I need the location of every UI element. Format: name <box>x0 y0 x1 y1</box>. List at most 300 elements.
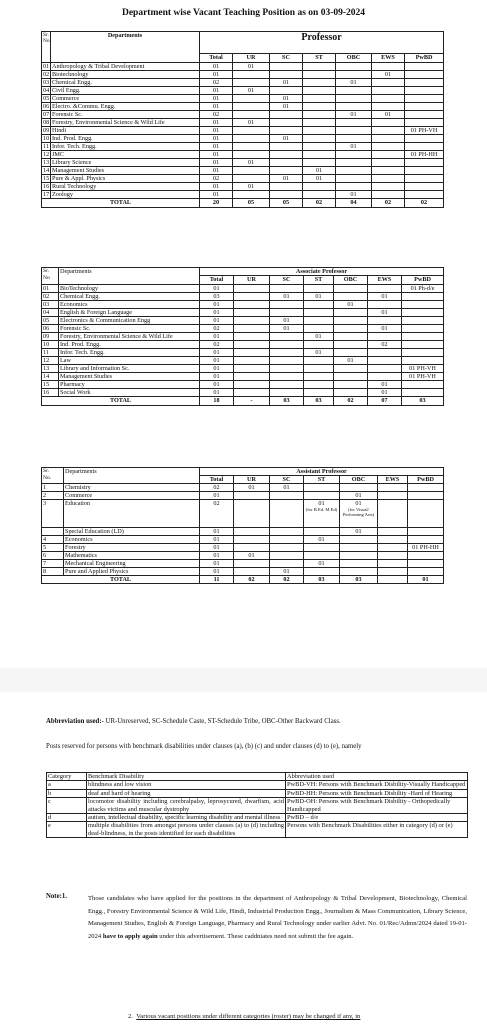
cell-ur <box>234 349 270 357</box>
note-1-text-a: Those candidates who have applied for the positions in the department of Anthropology & Tribal Development, Biotechnology, Chemical Engg., Forestry Environmental Science & Wild Life, Hindi, Industrial Production Engg., Journalism & Mass Communication, Library Science, Management Studies, English & Foreign Language, Pharmacy and Rural Technology under earlier Advt. No. 01/Rec/Admn/2024 dated 19-01-2024 <box>88 895 467 940</box>
cell-total: 02 <box>200 484 234 492</box>
cell-sr-no: 01 <box>42 285 59 293</box>
cell-st: 01 <box>304 536 340 544</box>
cell-sc <box>270 528 304 536</box>
cell-pwbd <box>405 63 444 71</box>
cell-total: 01 <box>200 191 233 199</box>
cell-department: Civil Engg. <box>51 87 200 95</box>
cell-st <box>303 95 336 103</box>
cell-total: 01 <box>200 389 234 397</box>
cell-st <box>303 79 336 87</box>
cell-sr-no: 01 <box>43 63 50 70</box>
cell-obc <box>334 309 368 317</box>
cell-total: 01 <box>200 568 234 576</box>
cell-department: Anthropology & Tribal Development <box>51 63 200 71</box>
column-header-st: ST <box>304 276 334 285</box>
cell-ews: 01 <box>368 293 402 301</box>
cell-ews <box>372 95 405 103</box>
cell-sr-no: 02 <box>42 293 59 301</box>
cell-ews <box>378 528 408 536</box>
departments-header: Departments <box>64 468 200 484</box>
cell-department: Special Education (LD) <box>64 528 200 536</box>
cell-st <box>303 135 336 143</box>
cell-sc <box>270 63 303 71</box>
cell-ur <box>234 560 270 568</box>
abbr-disability: autism, intellectual disability, specific learning disability and mental illness <box>87 814 286 822</box>
column-header-st: ST <box>304 476 340 484</box>
cell-sr-no: 11 <box>43 143 49 150</box>
cell-st <box>304 373 334 381</box>
cell-pwbd <box>405 79 444 87</box>
cell-pwbd <box>408 484 444 492</box>
column-header-ews: EWS <box>368 276 402 285</box>
cell-ur <box>233 103 270 111</box>
cell-st <box>303 119 336 127</box>
cell-pwbd <box>402 341 444 349</box>
education-st-note: (for B.Ed. M.Ed) <box>305 507 338 512</box>
cell-pwbd <box>405 87 444 95</box>
cell-ur <box>234 317 270 325</box>
cell-sc: 01 <box>270 135 303 143</box>
cell-st <box>303 111 336 119</box>
table-row <box>42 87 444 95</box>
abbreviation-label: Abbreviation used:- <box>46 718 104 725</box>
associate-professor-table <box>41 267 444 406</box>
cell-department: Infor. Tech. Engg. <box>51 143 200 151</box>
cell-st <box>304 568 340 576</box>
table-row <box>42 71 444 79</box>
cell-total: 01 <box>200 492 234 500</box>
table-row <box>42 135 444 143</box>
cell-sr-no: 12 <box>42 357 59 365</box>
sr-no-header: Sr. No <box>42 268 59 285</box>
abbr-used: PwBD – d/e <box>286 814 468 822</box>
cell-obc: 01 <box>336 111 372 119</box>
cell-st: 01 <box>303 167 336 175</box>
cell-pwbd <box>402 293 444 301</box>
total-pwbd: 02 <box>405 199 444 208</box>
column-header-obc: OBC <box>334 276 368 285</box>
cell-obc <box>336 175 372 183</box>
cell-ews <box>372 191 405 199</box>
cell-ews <box>378 484 408 492</box>
total-total: 11 <box>200 576 234 584</box>
cell-sc: 01 <box>270 103 303 111</box>
abbr-row <box>47 822 468 838</box>
cell-ur <box>233 111 270 119</box>
cell-department: Management Studies <box>51 167 200 175</box>
cell-sr-no: 8 <box>42 568 64 576</box>
cell-ur <box>234 357 270 365</box>
cell-ews <box>368 349 402 357</box>
cell-ews <box>378 568 408 576</box>
cell-obc: 01 <box>340 492 378 500</box>
table-row <box>42 492 444 500</box>
cell-department: Zoology <box>51 191 200 199</box>
total-total: 20 <box>200 199 233 208</box>
column-header-pwbd: PwBD <box>402 276 444 285</box>
abbr-category: c <box>47 798 87 814</box>
cell-total: 01 <box>200 349 234 357</box>
cell-obc: 01 <box>340 528 378 536</box>
cell-total: 01 <box>200 381 234 389</box>
cell-total: 01 <box>200 71 233 79</box>
total-pwbd: 01 <box>408 576 444 584</box>
assistant-professor-table <box>41 467 444 584</box>
cell-ur <box>234 389 270 397</box>
cell-total: 01 <box>200 536 234 544</box>
cell-ews <box>372 143 405 151</box>
cell-total: 03 <box>200 293 234 301</box>
cell-ur <box>234 500 270 528</box>
cell-ur: 01 <box>234 552 270 560</box>
cell-ur <box>233 79 270 87</box>
cell-ews <box>372 127 405 135</box>
cell-department: Ind. Prod. Engg. <box>51 135 200 143</box>
total-label: TOTAL <box>42 397 200 406</box>
cell-pwbd: 01 PH-VH <box>402 365 444 373</box>
table-row <box>42 63 444 71</box>
cell-department: Forestry <box>64 544 200 552</box>
cell-obc <box>334 333 368 341</box>
cell-sr-no: 05 <box>42 317 59 325</box>
cell-pwbd <box>402 333 444 341</box>
cell-department: Biotechnology <box>51 71 200 79</box>
cell-st <box>304 528 340 536</box>
cell-obc: 01 <box>336 191 372 199</box>
cell-ews <box>368 317 402 325</box>
table-row <box>42 301 444 309</box>
abbr-row <box>47 798 468 814</box>
cell-st <box>304 341 334 349</box>
cell-ews <box>368 301 402 309</box>
cell-total: 01 <box>200 127 233 135</box>
total-row <box>42 199 444 208</box>
cell-ur <box>234 309 270 317</box>
cell-sc <box>270 87 303 95</box>
note-1-emphasis: have to apply again <box>102 932 158 940</box>
note-2-text: Various vacant positions under different categories (roster) may be changed if any, in <box>136 1013 361 1020</box>
cell-st <box>303 71 336 79</box>
abbr-used: PwBD-OH: Persons with Benchmark Disbility - Orthopedically Handicapped <box>286 798 468 814</box>
table-row <box>42 544 444 552</box>
cell-sr-no: 6 <box>42 552 64 560</box>
cell-st <box>304 317 334 325</box>
cell-sr-no: 16 <box>43 183 50 190</box>
cell-obc <box>340 500 378 528</box>
cell-obc <box>336 119 372 127</box>
abbr-row <box>47 814 468 822</box>
cell-pwbd <box>405 167 444 175</box>
cell-department: Education <box>64 500 200 528</box>
cell-ews <box>372 79 405 87</box>
column-header-sc: SC <box>270 54 303 63</box>
cell-ur: 01 <box>233 119 270 127</box>
total-row <box>42 397 444 406</box>
cell-st <box>304 357 334 365</box>
cell-obc <box>340 544 378 552</box>
cell-sc <box>270 333 304 341</box>
table-row <box>42 127 444 135</box>
column-header-ews: EWS <box>378 476 408 484</box>
cell-obc <box>340 552 378 560</box>
cell-ur <box>234 528 270 536</box>
abbr-category: d <box>47 814 87 822</box>
cell-sr-no <box>42 528 64 536</box>
table-row <box>42 552 444 560</box>
table-row <box>42 484 444 492</box>
total-row <box>42 576 444 584</box>
total-st: 03 <box>304 576 340 584</box>
cell-sr-no: 11 <box>42 349 59 357</box>
cell-st <box>303 159 336 167</box>
cell-ews <box>378 552 408 560</box>
cell-total: 01 <box>200 159 233 167</box>
cell-ews: 01 <box>372 111 405 119</box>
cell-obc <box>334 373 368 381</box>
cell-obc <box>336 71 372 79</box>
cell-department: Economics <box>64 536 200 544</box>
cell-sc <box>270 151 303 159</box>
cell-st: 01 <box>304 293 334 301</box>
table-row <box>42 373 444 381</box>
cell-department: Electronics & Communication Engg <box>59 317 200 325</box>
cell-sr-no: 4 <box>42 536 64 544</box>
cell-sc <box>270 285 304 293</box>
cell-ews <box>378 492 408 500</box>
cell-department: Management Studies <box>59 373 200 381</box>
cell-st <box>304 301 334 309</box>
column-header-obc: OBC <box>336 54 372 63</box>
cell-ur: 01 <box>233 63 270 71</box>
total-ur: - <box>234 397 270 406</box>
cell-obc: 01 <box>334 357 368 365</box>
cell-ews <box>368 333 402 341</box>
cell-st: 01 <box>304 333 334 341</box>
cell-ews <box>372 63 405 71</box>
total-obc: 03 <box>340 576 378 584</box>
cell-pwbd <box>402 325 444 333</box>
table-row <box>42 79 444 87</box>
cell-sr-no: 3 <box>42 500 64 528</box>
table-row <box>42 191 444 199</box>
column-header-total: Total <box>200 276 234 285</box>
cell-total: 01 <box>200 552 234 560</box>
cell-pwbd <box>408 560 444 568</box>
cell-sr-no: 15 <box>42 381 59 389</box>
cell-ur <box>234 536 270 544</box>
cell-sr-no: 06 <box>43 103 50 110</box>
cell-department: Pure & Appl. Physics <box>51 175 200 183</box>
cell-st <box>304 381 334 389</box>
cell-ews <box>368 373 402 381</box>
cell-total: 01 <box>200 87 233 95</box>
abbr-category: a <box>47 781 87 789</box>
cell-department: BioTechnology <box>59 285 200 293</box>
departments-header: Departments <box>51 32 200 63</box>
table-row <box>42 333 444 341</box>
cell-st <box>304 325 334 333</box>
column-header-ur: UR <box>233 54 270 63</box>
cell-total: 01 <box>200 183 233 191</box>
total-label: TOTAL <box>42 199 200 208</box>
cell-total: 01 <box>200 63 233 71</box>
cell-ur <box>234 325 270 333</box>
cell-total: 01 <box>200 103 233 111</box>
column-header-pwbd: PwBD <box>408 476 444 484</box>
associate-professor-caption: Associate Professor <box>200 268 444 276</box>
table-row <box>42 119 444 127</box>
note-1 <box>88 893 467 943</box>
cell-sr-no: 13 <box>43 159 50 166</box>
cell-sc <box>270 71 303 79</box>
cell-st <box>304 492 340 500</box>
cell-st <box>303 63 336 71</box>
cell-obc <box>336 63 372 71</box>
cell-obc <box>340 484 378 492</box>
table-row <box>42 111 444 119</box>
total-st: 02 <box>303 199 336 208</box>
cell-obc <box>336 127 372 135</box>
cell-sc <box>270 159 303 167</box>
cell-pwbd <box>405 183 444 191</box>
cell-total: 02 <box>200 79 233 87</box>
cell-total: 01 <box>200 528 234 536</box>
cell-sc: 01 <box>270 293 304 301</box>
column-header-obc: OBC <box>340 476 378 484</box>
cell-ews <box>368 365 402 373</box>
cell-obc <box>336 95 372 103</box>
cell-sr-no: 04 <box>43 87 50 94</box>
cell-pwbd <box>405 143 444 151</box>
cell-department: Library Science <box>51 159 200 167</box>
page-break-strip <box>0 668 487 692</box>
cell-sr-no: 05 <box>43 95 50 102</box>
cell-st <box>303 191 336 199</box>
total-ur: 05 <box>233 199 270 208</box>
abbreviation-line <box>46 717 466 726</box>
cell-department: Electro. &Commu. Engg. <box>51 103 200 111</box>
cell-department: Commerce <box>51 95 200 103</box>
education-obc-note: (for Visual/ Performing Arts) <box>342 507 375 517</box>
cell-ur <box>234 285 270 293</box>
professor-caption: Professor <box>200 32 444 54</box>
cell-sc <box>270 183 303 191</box>
cell-department: Forestry, Environmental Science & Wild Life <box>51 119 200 127</box>
cell-st <box>304 552 340 560</box>
table-row <box>42 500 444 528</box>
cell-pwbd <box>402 301 444 309</box>
table-row <box>42 95 444 103</box>
cell-sr-no: 13 <box>42 365 59 373</box>
abbr-header-1: Benchmark Disability <box>87 773 286 781</box>
cell-obc <box>334 285 368 293</box>
cell-value: 01 <box>318 500 325 507</box>
cell-ews: 01 <box>368 325 402 333</box>
cell-sr-no: 7 <box>42 560 64 568</box>
cell-total: 01 <box>200 560 234 568</box>
cell-pwbd <box>402 389 444 397</box>
cell-pwbd <box>402 349 444 357</box>
cell-sr-no: 10 <box>43 135 50 142</box>
cell-pwbd <box>405 159 444 167</box>
cell-pwbd: 01 PH-VH <box>402 373 444 381</box>
cell-sc <box>270 349 304 357</box>
cell-sc <box>270 381 304 389</box>
cell-st <box>304 500 340 528</box>
cell-pwbd <box>405 119 444 127</box>
table-row <box>42 103 444 111</box>
cell-department: Forensic Sc. <box>59 325 200 333</box>
cell-sc: 01 <box>270 568 304 576</box>
cell-pwbd <box>402 317 444 325</box>
cell-ur: 01 <box>233 87 270 95</box>
cell-pwbd <box>402 381 444 389</box>
cell-department: Chemical Engg. <box>51 79 200 87</box>
cell-sr-no: 09 <box>42 333 59 341</box>
abbr-used: PwBD-HH: Persons with Benchmark Disbility -Hard of Hearing <box>286 789 468 797</box>
table-row <box>42 183 444 191</box>
note-2-number: 2. <box>128 1013 133 1020</box>
cell-sc <box>270 500 304 528</box>
cell-ur <box>234 293 270 301</box>
column-header-ews: EWS <box>372 54 405 63</box>
cell-obc <box>340 560 378 568</box>
total-total: 18 <box>200 397 234 406</box>
cell-st <box>304 389 334 397</box>
cell-ews: 01 <box>368 381 402 389</box>
cell-ur <box>234 492 270 500</box>
cell-ews: 01 <box>368 309 402 317</box>
cell-department: Infor. Tech. Engg. <box>59 349 200 357</box>
cell-total: 01 <box>200 544 234 552</box>
total-obc: 02 <box>334 397 368 406</box>
cell-obc <box>340 536 378 544</box>
cell-ur <box>234 333 270 341</box>
cell-obc <box>336 183 372 191</box>
cell-obc <box>334 389 368 397</box>
cell-ews: 01 <box>372 71 405 79</box>
column-header-ur: UR <box>234 276 270 285</box>
cell-sr-no: 09 <box>43 127 50 134</box>
note-1-text-b: under this advertisement. These caddniates need not submit the fee again. <box>157 932 354 940</box>
sr-no-header: Sr. No <box>42 32 51 63</box>
cell-ur: 01 <box>234 484 270 492</box>
cell-ews <box>368 357 402 365</box>
cell-department: Commerce <box>64 492 200 500</box>
column-header-st: ST <box>303 54 336 63</box>
cell-st: 01 <box>303 175 336 183</box>
cell-pwbd: 01 PH-VH <box>405 127 444 135</box>
cell-sr-no: 17 <box>43 191 50 198</box>
cell-pwbd: 01 Ph-d/e <box>402 285 444 293</box>
table-row <box>42 325 444 333</box>
cell-ur <box>233 151 270 159</box>
cell-department: Pharmacy <box>59 381 200 389</box>
cell-department: Social Work <box>59 389 200 397</box>
cell-sr-no: 08 <box>43 119 50 126</box>
cell-obc <box>336 159 372 167</box>
cell-pwbd: 01 PH-HH <box>408 544 444 552</box>
cell-sc <box>270 552 304 560</box>
cell-ews <box>372 87 405 95</box>
cell-obc: 01 <box>336 143 372 151</box>
abbr-row <box>47 781 468 789</box>
abbr-category: b <box>47 789 87 797</box>
cell-pwbd <box>408 552 444 560</box>
cell-department: Forensic Sc. <box>51 111 200 119</box>
cell-obc <box>336 87 372 95</box>
